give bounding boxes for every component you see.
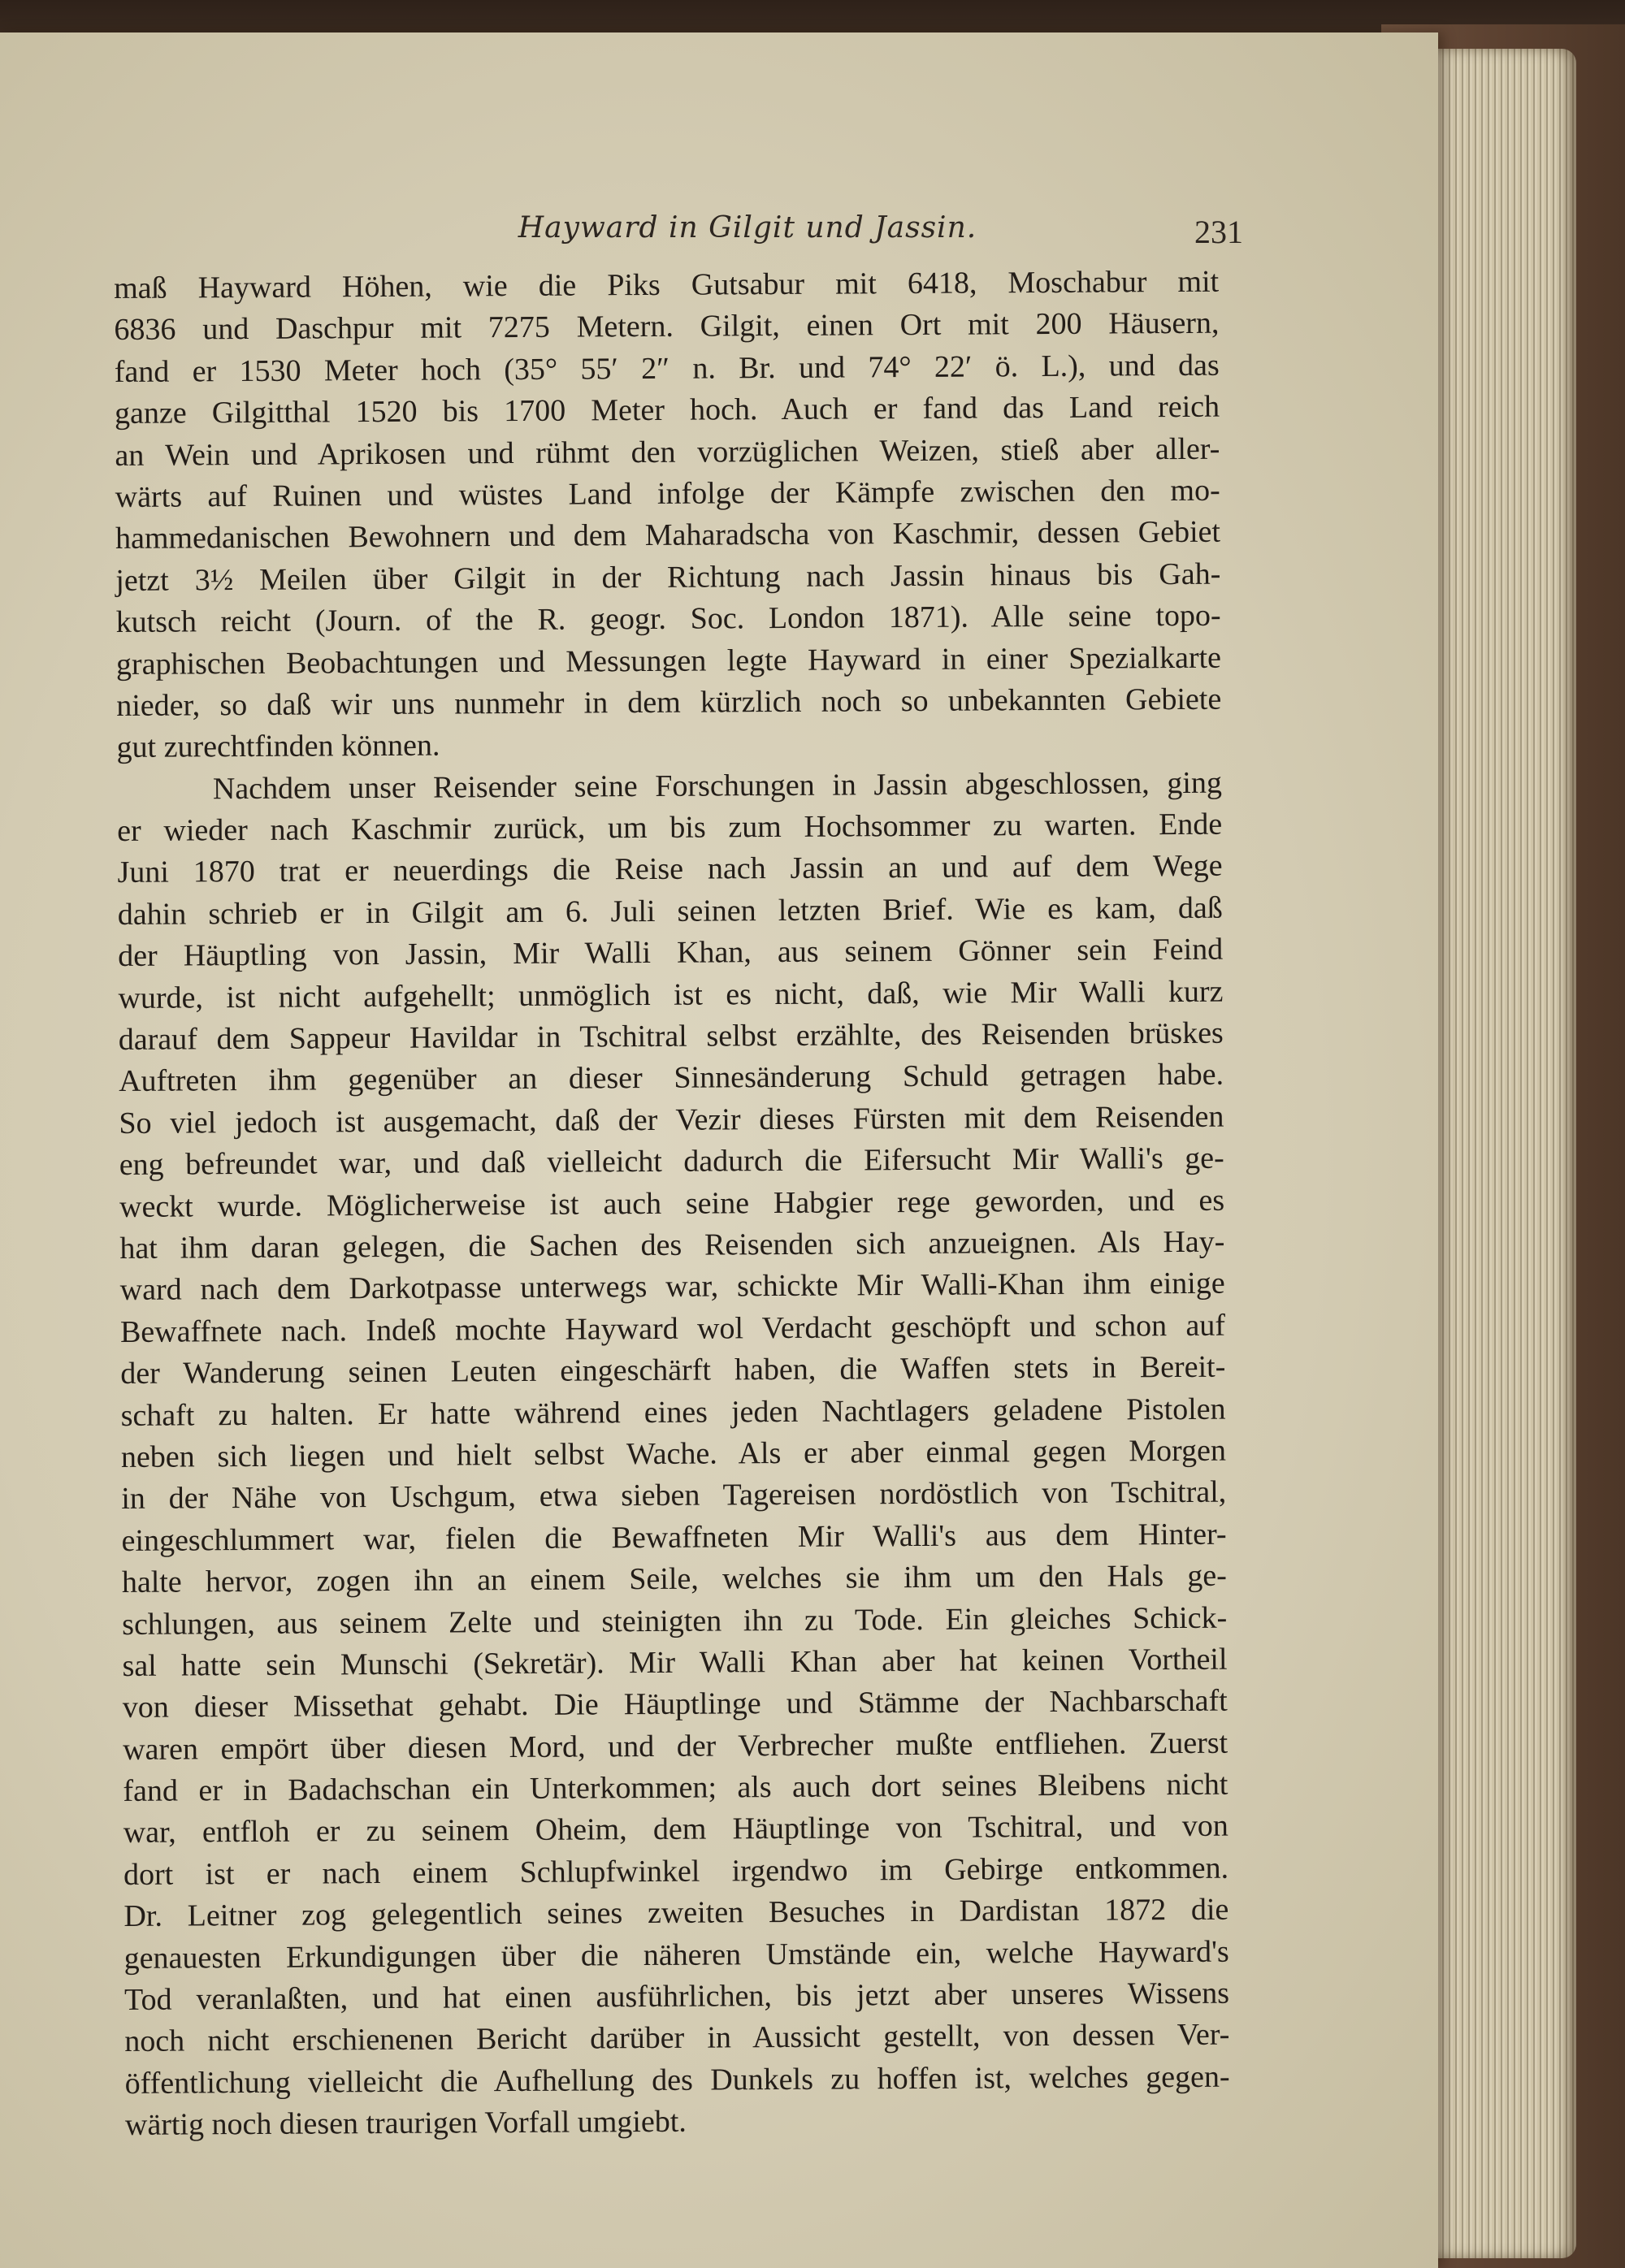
text-line: wurde, ist nicht aufgehellt; unmöglich ist es nicht, daß, wie Mir Walli kurz: [118, 974, 1224, 1015]
paragraph: [114, 262, 1222, 769]
text-line: eingeschlummert war, fielen die Bewaffneten Mir Walli's aus dem Hinter-: [121, 1517, 1227, 1558]
text-line: genauesten Erkundigungen über die näheren Umstände ein, welche Hayward's: [124, 1934, 1229, 1976]
text-line: öffentlichung vielleicht die Aufhellung des Dunkels zu hoffen ist, welches gegen-: [124, 2059, 1230, 2101]
text-line: der Häuptling von Jassin, Mir Walli Khan, aus seinem Gönner sein Feind: [118, 932, 1224, 974]
text-line: jetzt 3½ Meilen über Gilgit in der Richtung nach Jassin hinaus bis Gah-: [115, 556, 1221, 598]
text-line: fand er 1530 Meter hoch (35° 55′ 2″ n. Br. und 74° 22′ ö. L.), und das: [114, 348, 1220, 389]
text-line: hat ihm daran gelegen, die Sachen des Reisenden sich anzueignen. Als Hay-: [119, 1224, 1225, 1266]
text-line: schaft zu halten. Er hatte während eines jeden Nachtlagers geladene Pistolen: [120, 1392, 1226, 1433]
text-line: schlungen, aus seinem Zelte und steinigten ihn zu Tode. Ein gleiches Schick-: [122, 1600, 1228, 1642]
text-line: weckt wurde. Möglicherweise ist auch seine Habgier rege geworden, und es: [119, 1183, 1225, 1224]
text-line: graphischen Beobachtungen und Messungen legte Hayward in einer Spezialkarte: [115, 640, 1222, 682]
text-line: Tod veranlaßten, und hat einen ausführlichen, bis jetzt aber unseres Wissens: [124, 1976, 1230, 2017]
text-line: Dr. Leitner zog gelegentlich seines zweiten Besuches in Dardistan 1872 die: [124, 1892, 1229, 1934]
text-line: gut zurechtfinden können.: [116, 728, 440, 765]
text-line: dort ist er nach einem Schlupfwinkel irgendwo im Gebirge entkommen.: [123, 1850, 1229, 1892]
page-header: [122, 203, 1243, 252]
text-line: dahin schrieb er in Gilgit am 6. Juli seinen letzten Brief. Wie es kam, daß: [117, 890, 1223, 932]
text-line: So viel jedoch ist ausgemacht, daß der Vezir dieses Fürsten mit dem Reisenden: [119, 1099, 1224, 1140]
text-line: ganze Gilgitthal 1520 bis 1700 Meter hoch. Auch er fand das Land reich: [114, 389, 1220, 431]
text-line: maß Hayward Höhen, wie die Piks Gutsabur mit 6418, Moschabur mit: [114, 264, 1220, 305]
text-line: neben sich liegen und hielt selbst Wache. Als er aber einmal gegen Morgen: [120, 1433, 1227, 1474]
text-line: er wieder nach Kaschmir zurück, um bis zum Hochsommer zu warten. Ende: [117, 807, 1223, 849]
text-line: Auftreten ihm gegenüber an dieser Sinnesänderung Schuld getragen habe.: [118, 1058, 1224, 1099]
text-line: an Wein und Aprikosen und rühmt den vorzüglichen Weizen, stieß aber aller-: [115, 431, 1220, 473]
text-line: Juni 1870 trat er neuerdings die Reise nach Jassin an und auf dem Wege: [117, 849, 1223, 890]
text-line: nieder, so daß wir uns nunmehr in dem kürzlich noch so unbekannten Gebiete: [116, 682, 1222, 723]
text-line: kutsch reicht (Journ. of the R. geogr. Soc. London 1871). Alle seine topo-: [115, 598, 1221, 640]
text-line: waren empört über diesen Mord, und der Verbrecher mußte entfliehen. Zuerst: [123, 1725, 1228, 1767]
page-edges: [1414, 49, 1576, 2258]
text-line: ward nach dem Darkotpasse unterwegs war, schickte Mir Walli-Khan ihm einige: [119, 1266, 1225, 1308]
body-text: [114, 262, 1230, 2147]
running-head: Hayward in Gilgit und Jassin.: [518, 211, 977, 245]
text-line: halte hervor, zogen ihn an einem Seile, welches sie ihm um den Hals ge-: [121, 1558, 1227, 1600]
text-line: wärts auf Ruinen und wüstes Land infolge der Kämpfe zwischen den mo-: [115, 473, 1220, 514]
text-line: 6836 und Daschpur mit 7275 Metern. Gilgit, einen Ort mit 200 Häusern,: [114, 306, 1220, 348]
text-line: der Wanderung seinen Leuten eingeschärft haben, die Waffen stets in Bereit-: [120, 1349, 1226, 1392]
paragraph: [117, 762, 1230, 2146]
text-line: noch nicht erschienenen Bericht darüber in Aussicht gestellt, von dessen Ver-: [124, 2018, 1230, 2059]
text-line: sal hatte sein Munschi (Sekretär). Mir Walli Khan aber hat keinen Vortheil: [122, 1642, 1228, 1683]
page-number: 231: [1194, 214, 1243, 250]
text-line: von dieser Missethat gehabt. Die Häuptlinge und Stämme der Nachbarschaft: [122, 1683, 1228, 1725]
book-page: [0, 32, 1438, 2268]
text-line: Nachdem unser Reisender seine Forschungen in Jassin abgeschlossen, ging: [212, 765, 1223, 806]
text-line: war, entfloh er zu seinem Oheim, dem Häuptlinge von Tschitral, und von: [123, 1809, 1228, 1850]
text-line: wärtig noch diesen traurigen Vorfall umgiebt.: [124, 2104, 687, 2143]
text-line: darauf dem Sappeur Havildar in Tschitral selbst erzählte, des Reisenden brüskes: [118, 1015, 1224, 1058]
text-line: eng befreundet war, und daß vielleicht dadurch die Eifersucht Mir Walli's ge-: [119, 1140, 1224, 1183]
text-line: hammedanischen Bewohnern und dem Maharadscha von Kaschmir, dessen Gebiet: [115, 515, 1221, 556]
text-line: Bewaffnete nach. Indeß mochte Hayward wol Verdacht geschöpft und schon auf: [119, 1308, 1226, 1349]
text-line: fand er in Badachschan ein Unterkommen; als auch dort seines Bleibens nicht: [123, 1767, 1228, 1809]
text-line: in der Nähe von Uschgum, etwa sieben Tagereisen nordöstlich von Tschitral,: [121, 1474, 1227, 1517]
